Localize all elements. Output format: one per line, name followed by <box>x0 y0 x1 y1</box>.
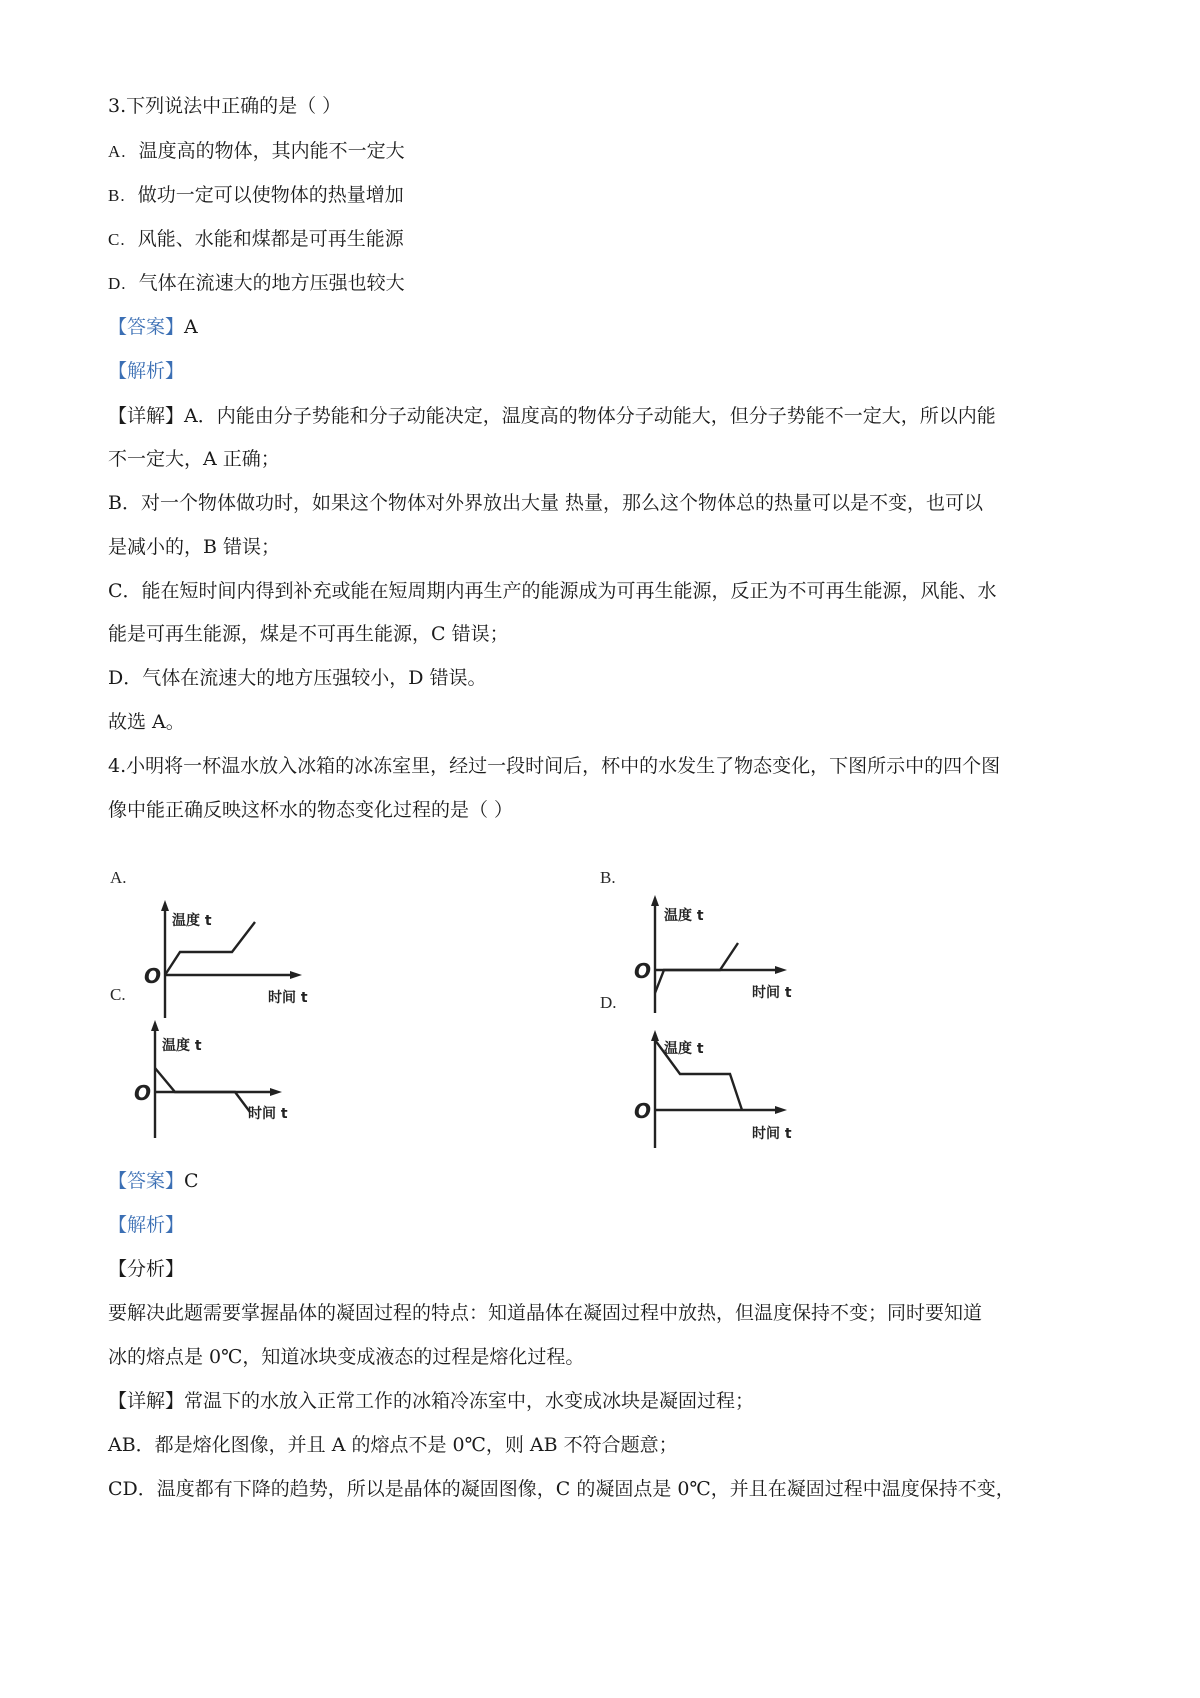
detail-tag: 【详解】 <box>108 1390 185 1412</box>
graph-d-xlabel: 时间 t <box>752 1126 792 1142</box>
q4-answer <box>108 1167 199 1195</box>
graph-a-letter: A. <box>110 868 127 887</box>
q4-fenxi-line-2: 冰的熔点是 0℃，知道冰块变成液态的过程是熔化过程。 <box>108 1346 585 1368</box>
graph-a-x-arrow <box>290 971 302 979</box>
graph-b <box>634 895 830 1005</box>
graph-c-xlabel: 时间 t <box>248 1106 288 1122</box>
graph-b-origin: O <box>634 959 652 983</box>
graph-d <box>634 1030 830 1150</box>
graph-d-x-arrow <box>775 1106 787 1114</box>
graph-a <box>144 900 340 1010</box>
q3-detail-line-1 <box>108 402 996 430</box>
graph-a-origin: O <box>144 964 162 988</box>
q3-option-b <box>108 181 404 210</box>
q4-detail-line-1 <box>108 1387 754 1415</box>
graph-c-ylabel: 温度 t <box>162 1038 202 1054</box>
detail-text: A．内能由分子势能和分子动能决定，温度高的物体分子动能大，但分子势能不一定大，所以内能 <box>184 405 996 427</box>
option-letter: C. <box>108 230 126 249</box>
q3-detail-line-6: 能是可再生能源，煤是不可再生能源，C 错误； <box>108 623 509 645</box>
q3-detail-line-7: D．气体在流速大的地方压强较小，D 错误。 <box>108 667 487 689</box>
q4-stem-line-1: 4.小明将一杯温水放入冰箱的冰冻室里，经过一段时间后，杯中的水发生了物态变化，下图所示中的四个图 <box>108 755 1001 777</box>
q3-analysis-tag: 【解析】 <box>108 360 185 382</box>
graph-a-y-arrow <box>161 900 169 911</box>
graph-d-letter: D. <box>600 993 617 1012</box>
option-letter: A. <box>108 142 127 161</box>
detail-text: 常温下的水放入正常工作的冰箱冷冻室中，水变成冰块是凝固过程； <box>184 1390 755 1412</box>
option-text: 做功一定可以使物体的热量增加 <box>137 184 404 206</box>
q3-option-c <box>108 225 404 254</box>
q4-fenxi-line-1: 要解决此题需要掌握晶体的凝固过程的特点：知道晶体在凝固过程中放热，但温度保持不变；同时要知道 <box>108 1302 983 1324</box>
option-text: 风能、水能和煤都是可再生能源 <box>137 228 404 250</box>
q3-detail-line-5: C．能在短时间内得到补充或能在短周期内再生产的能源成为可再生能源，反正为不可再生能源，风能、水 <box>108 580 997 602</box>
option-text: 温度高的物体，其内能不一定大 <box>138 140 405 162</box>
graph-b-xlabel: 时间 t <box>752 985 792 1001</box>
option-letter: B. <box>108 186 126 205</box>
q3-option-d <box>108 269 405 298</box>
graph-c-x-arrow <box>270 1088 282 1096</box>
graph-d-origin: O <box>634 1099 652 1123</box>
option-text: 气体在流速大的地方压强也较大 <box>138 272 405 294</box>
answer-value: A <box>184 316 198 338</box>
graph-b-curve <box>655 943 738 993</box>
answer-value: C <box>184 1170 199 1192</box>
q4-fenxi-tag: 【分析】 <box>108 1258 185 1280</box>
detail-tag: 【详解】 <box>108 405 185 427</box>
q4-analysis-tag: 【解析】 <box>108 1214 185 1236</box>
graph-b-letter: B. <box>600 868 616 887</box>
graph-b-ylabel: 温度 t <box>664 908 704 924</box>
graph-c <box>134 1020 320 1130</box>
q4-detail-line-3: CD．温度都有下降的趋势，所以是晶体的凝固图像，C 的凝固点是 0℃，并且在凝固过程中温度保持不变， <box>108 1478 1015 1500</box>
graph-d-y-arrow <box>651 1030 659 1041</box>
q3-answer <box>108 313 198 341</box>
graph-c-curve <box>155 1068 250 1112</box>
q3-stem: 3.下列说法中正确的是（ ） <box>108 95 342 117</box>
graph-c-letter: C. <box>110 985 126 1004</box>
graph-c-origin: O <box>134 1081 152 1105</box>
graph-d-ylabel: 温度 t <box>664 1041 704 1057</box>
graph-b-x-arrow <box>775 966 787 974</box>
graph-c-y-arrow <box>151 1020 159 1031</box>
answer-tag: 【答案】 <box>108 1170 185 1192</box>
q4-detail-line-2: AB．都是熔化图像，并且 A 的熔点不是 0℃，则 AB 不符合题意； <box>108 1434 678 1456</box>
q3-detail-line-4: 是减小的，B 错误； <box>108 536 281 558</box>
q3-option-a <box>108 137 405 166</box>
q3-conclusion: 故选 A。 <box>108 711 185 733</box>
answer-tag: 【答案】 <box>108 316 185 338</box>
graph-a-xlabel: 时间 t <box>268 990 308 1006</box>
option-letter: D. <box>108 274 127 293</box>
q4-stem-line-2: 像中能正确反映这杯水的物态变化过程的是（ ） <box>108 799 514 821</box>
graph-a-curve <box>165 922 255 975</box>
graph-b-y-arrow <box>651 895 659 906</box>
graph-a-ylabel: 温度 t <box>172 913 212 929</box>
q3-detail-line-2: 不一定大，A 正确； <box>108 448 280 470</box>
q3-detail-line-3: B．对一个物体做功时，如果这个物体对外界放出大量 热量，那么这个物体总的热量可以是不变，也可以 <box>108 492 984 514</box>
